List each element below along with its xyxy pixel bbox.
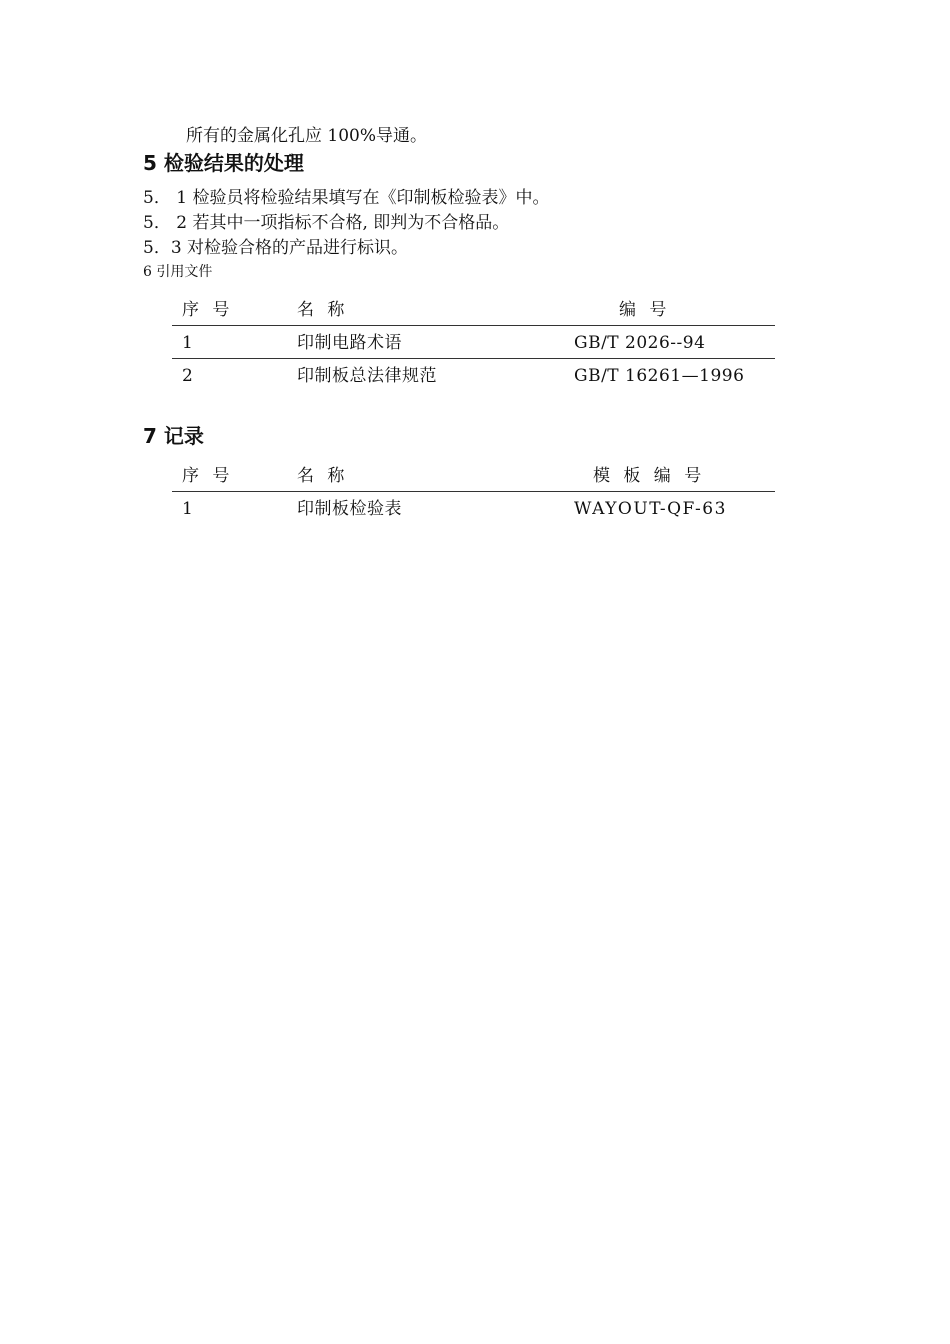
section7-heading: 7 记录: [143, 424, 204, 448]
table-row: [172, 326, 775, 359]
section6-heading: 6 引用文件: [143, 264, 213, 280]
row-code: GB/T 16261—1996: [574, 366, 745, 386]
section5-item-2: 5． 2 若其中一项指标不合格, 即判为不合格品。: [143, 213, 510, 233]
row-serial: 2: [182, 366, 194, 386]
row-code: GB/T 2026--94: [574, 333, 706, 353]
table-row: [172, 359, 775, 391]
row-name: 印制板总法律规范: [297, 366, 437, 386]
row-template-code: WAYOUT-QF-63: [574, 499, 727, 519]
table-row: [172, 492, 775, 524]
header-code: 编 号: [619, 300, 671, 320]
section5-item-1: 5． 1 检验员将检验结果填写在《印制板检验表》中。: [143, 188, 550, 208]
references-table: [172, 293, 775, 391]
records-table: [172, 459, 775, 524]
header-template-code: 模 板 编 号: [593, 466, 706, 486]
header-name: 名 称: [297, 466, 349, 486]
table-header-row: [172, 459, 775, 492]
intro-line: 所有的金属化孔应 100%导通。: [186, 126, 428, 146]
row-serial: 1: [182, 333, 194, 353]
section5-heading: 5 检验结果的处理: [143, 151, 304, 175]
row-name: 印制板检验表: [297, 499, 402, 519]
header-serial: 序 号: [182, 466, 234, 486]
header-serial: 序 号: [182, 300, 234, 320]
row-name: 印制电路术语: [297, 333, 402, 353]
section5-item-3: 5．3 对检验合格的产品进行标识。: [143, 238, 409, 258]
row-serial: 1: [182, 499, 194, 519]
header-name: 名 称: [297, 300, 349, 320]
table-header-row: [172, 293, 775, 326]
